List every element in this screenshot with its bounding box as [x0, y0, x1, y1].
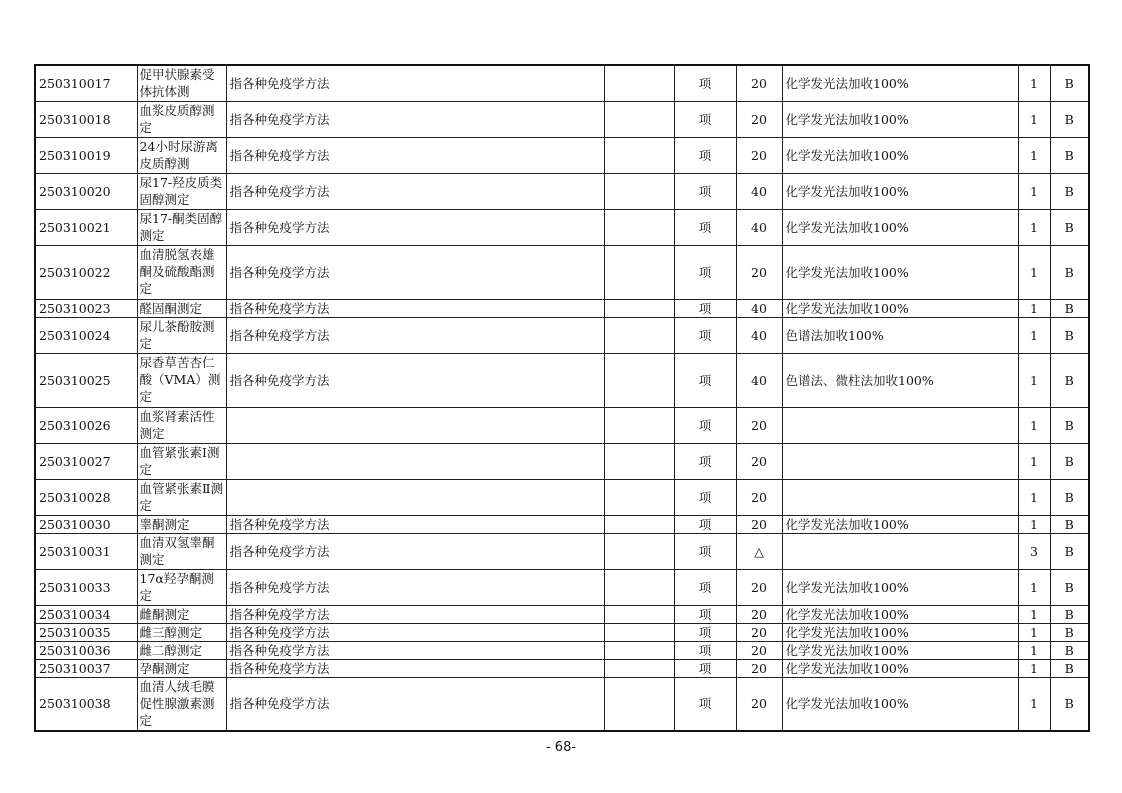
- item-unit: 项: [674, 605, 736, 623]
- item-unit: 项: [674, 623, 736, 641]
- item-class: B: [1050, 299, 1089, 317]
- item-note: 化学发光法加收100%: [782, 515, 1018, 533]
- item-code: 250310023: [35, 299, 137, 317]
- item-class: B: [1050, 623, 1089, 641]
- item-unit: 项: [674, 641, 736, 659]
- item-price: 20: [736, 443, 782, 479]
- item-unit: 项: [674, 101, 736, 137]
- item-price: 40: [736, 299, 782, 317]
- item-content: 指各种免疫学方法: [226, 245, 604, 299]
- item-unit: 项: [674, 659, 736, 677]
- item-name: 血管紧张素Ⅰ测定: [137, 443, 226, 479]
- item-unit: 项: [674, 209, 736, 245]
- item-class: B: [1050, 209, 1089, 245]
- item-note: 色谱法加收100%: [782, 317, 1018, 353]
- item-unit: 项: [674, 515, 736, 533]
- table-row: [35, 173, 1089, 209]
- item-code: 250310027: [35, 443, 137, 479]
- item-name: 血清脱氢表雄酮及硫酸酯测定: [137, 245, 226, 299]
- item-note: 化学发光法加收100%: [782, 605, 1018, 623]
- item-level: 1: [1018, 137, 1050, 173]
- item-level: 1: [1018, 407, 1050, 443]
- item-unit: 项: [674, 137, 736, 173]
- item-exclusions: [604, 137, 674, 173]
- item-content: [226, 479, 604, 515]
- item-exclusions: [604, 353, 674, 407]
- item-content: 指各种免疫学方法: [226, 515, 604, 533]
- item-code: 250310020: [35, 173, 137, 209]
- item-level: 1: [1018, 605, 1050, 623]
- table-row: [35, 677, 1089, 731]
- fee-table: [34, 64, 1090, 732]
- item-unit: 项: [674, 533, 736, 569]
- item-level: 1: [1018, 515, 1050, 533]
- item-name: 24小时尿游离皮质醇测: [137, 137, 226, 173]
- item-exclusions: [604, 605, 674, 623]
- item-level: 1: [1018, 659, 1050, 677]
- item-code: 250310018: [35, 101, 137, 137]
- table-row: [35, 137, 1089, 173]
- item-class: B: [1050, 245, 1089, 299]
- item-note: 化学发光法加收100%: [782, 299, 1018, 317]
- table-row: [35, 245, 1089, 299]
- item-level: 1: [1018, 353, 1050, 407]
- item-note: 化学发光法加收100%: [782, 659, 1018, 677]
- item-class: B: [1050, 641, 1089, 659]
- item-unit: 项: [674, 569, 736, 605]
- item-name: 尿香草苦杏仁酸（VMA）测定: [137, 353, 226, 407]
- item-exclusions: [604, 65, 674, 101]
- item-name: 孕酮测定: [137, 659, 226, 677]
- item-price: 20: [736, 407, 782, 443]
- item-price: 20: [736, 677, 782, 731]
- item-name: 血清人绒毛膜促性腺激素测定: [137, 677, 226, 731]
- item-exclusions: [604, 569, 674, 605]
- table-row: [35, 659, 1089, 677]
- item-unit: 项: [674, 173, 736, 209]
- item-class: B: [1050, 137, 1089, 173]
- item-level: 1: [1018, 443, 1050, 479]
- item-note: 化学发光法加收100%: [782, 101, 1018, 137]
- item-level: 1: [1018, 479, 1050, 515]
- item-content: 指各种免疫学方法: [226, 623, 604, 641]
- table-row: [35, 209, 1089, 245]
- item-note: 化学发光法加收100%: [782, 623, 1018, 641]
- item-content: 指各种免疫学方法: [226, 137, 604, 173]
- item-name: 醛固酮测定: [137, 299, 226, 317]
- item-note: [782, 479, 1018, 515]
- table-row: [35, 623, 1089, 641]
- item-price: 20: [736, 641, 782, 659]
- item-name: 雌酮测定: [137, 605, 226, 623]
- item-content: 指各种免疫学方法: [226, 569, 604, 605]
- item-note: [782, 533, 1018, 569]
- item-code: 250310022: [35, 245, 137, 299]
- table-row: [35, 641, 1089, 659]
- item-code: 250310035: [35, 623, 137, 641]
- item-level: 1: [1018, 173, 1050, 209]
- item-exclusions: [604, 623, 674, 641]
- item-level: 1: [1018, 317, 1050, 353]
- table-row: [35, 65, 1089, 101]
- item-content: [226, 407, 604, 443]
- item-class: B: [1050, 677, 1089, 731]
- item-note: [782, 443, 1018, 479]
- item-price: 40: [736, 317, 782, 353]
- item-code: 250310019: [35, 137, 137, 173]
- item-name: 尿儿茶酚胺测定: [137, 317, 226, 353]
- item-price: 20: [736, 65, 782, 101]
- item-code: 250310033: [35, 569, 137, 605]
- item-content: 指各种免疫学方法: [226, 353, 604, 407]
- item-code: 250310021: [35, 209, 137, 245]
- item-level: 3: [1018, 533, 1050, 569]
- item-price: △: [736, 533, 782, 569]
- item-exclusions: [604, 443, 674, 479]
- item-exclusions: [604, 515, 674, 533]
- item-content: 指各种免疫学方法: [226, 317, 604, 353]
- item-content: 指各种免疫学方法: [226, 173, 604, 209]
- item-level: 1: [1018, 101, 1050, 137]
- item-code: 250310036: [35, 641, 137, 659]
- item-note: 化学发光法加收100%: [782, 569, 1018, 605]
- item-exclusions: [604, 659, 674, 677]
- item-price: 40: [736, 353, 782, 407]
- item-unit: 项: [674, 245, 736, 299]
- item-price: 20: [736, 245, 782, 299]
- item-class: B: [1050, 479, 1089, 515]
- table-row: [35, 569, 1089, 605]
- table-row: [35, 605, 1089, 623]
- item-exclusions: [604, 641, 674, 659]
- item-level: 1: [1018, 641, 1050, 659]
- item-code: 250310026: [35, 407, 137, 443]
- table-row: [35, 479, 1089, 515]
- item-note: 化学发光法加收100%: [782, 245, 1018, 299]
- item-name: 促甲状腺素受体抗体测: [137, 65, 226, 101]
- item-name: 17α羟孕酮测定: [137, 569, 226, 605]
- item-class: B: [1050, 569, 1089, 605]
- item-class: B: [1050, 605, 1089, 623]
- item-content: 指各种免疫学方法: [226, 101, 604, 137]
- item-exclusions: [604, 101, 674, 137]
- item-exclusions: [604, 299, 674, 317]
- item-exclusions: [604, 209, 674, 245]
- item-class: B: [1050, 407, 1089, 443]
- item-exclusions: [604, 479, 674, 515]
- item-content: 指各种免疫学方法: [226, 533, 604, 569]
- item-name: 雌三醇测定: [137, 623, 226, 641]
- item-content: 指各种免疫学方法: [226, 209, 604, 245]
- item-name: 尿17-羟皮质类固醇测定: [137, 173, 226, 209]
- table-row: [35, 299, 1089, 317]
- item-exclusions: [604, 533, 674, 569]
- item-class: B: [1050, 65, 1089, 101]
- item-note: 化学发光法加收100%: [782, 641, 1018, 659]
- item-note: [782, 407, 1018, 443]
- table-row: [35, 515, 1089, 533]
- item-unit: 项: [674, 443, 736, 479]
- item-price: 20: [736, 137, 782, 173]
- item-code: 250310017: [35, 65, 137, 101]
- item-class: B: [1050, 317, 1089, 353]
- item-unit: 项: [674, 677, 736, 731]
- table-row: [35, 353, 1089, 407]
- item-content: 指各种免疫学方法: [226, 677, 604, 731]
- item-content: 指各种免疫学方法: [226, 605, 604, 623]
- item-price: 40: [736, 209, 782, 245]
- item-name: 血浆肾素活性测定: [137, 407, 226, 443]
- item-code: 250310024: [35, 317, 137, 353]
- item-note: 化学发光法加收100%: [782, 137, 1018, 173]
- table-row: [35, 317, 1089, 353]
- item-note: 化学发光法加收100%: [782, 173, 1018, 209]
- item-name: 血管紧张素Ⅱ测定: [137, 479, 226, 515]
- item-price: 20: [736, 659, 782, 677]
- item-class: B: [1050, 515, 1089, 533]
- item-name: 尿17-酮类固醇测定: [137, 209, 226, 245]
- item-code: 250310031: [35, 533, 137, 569]
- item-level: 1: [1018, 299, 1050, 317]
- item-class: B: [1050, 101, 1089, 137]
- item-content: 指各种免疫学方法: [226, 659, 604, 677]
- item-content: 指各种免疫学方法: [226, 641, 604, 659]
- item-name: 雌二醇测定: [137, 641, 226, 659]
- item-exclusions: [604, 173, 674, 209]
- item-unit: 项: [674, 65, 736, 101]
- table-row: [35, 533, 1089, 569]
- item-content: 指各种免疫学方法: [226, 65, 604, 101]
- item-code: 250310025: [35, 353, 137, 407]
- item-unit: 项: [674, 353, 736, 407]
- item-content: [226, 443, 604, 479]
- item-exclusions: [604, 677, 674, 731]
- item-exclusions: [604, 317, 674, 353]
- item-code: 250310034: [35, 605, 137, 623]
- item-note: 色谱法、微柱法加收100%: [782, 353, 1018, 407]
- item-note: 化学发光法加收100%: [782, 209, 1018, 245]
- item-level: 1: [1018, 569, 1050, 605]
- table-row: [35, 443, 1089, 479]
- item-code: 250310037: [35, 659, 137, 677]
- page-number: - 68-: [545, 740, 577, 755]
- item-note: 化学发光法加收100%: [782, 677, 1018, 731]
- item-price: 40: [736, 173, 782, 209]
- item-code: 250310038: [35, 677, 137, 731]
- item-price: 20: [736, 479, 782, 515]
- table-row: [35, 407, 1089, 443]
- item-level: 1: [1018, 209, 1050, 245]
- item-class: B: [1050, 353, 1089, 407]
- item-note: 化学发光法加收100%: [782, 65, 1018, 101]
- item-class: B: [1050, 173, 1089, 209]
- item-content: 指各种免疫学方法: [226, 299, 604, 317]
- item-level: 1: [1018, 677, 1050, 731]
- item-price: 20: [736, 605, 782, 623]
- item-price: 20: [736, 515, 782, 533]
- item-name: 睾酮测定: [137, 515, 226, 533]
- item-unit: 项: [674, 479, 736, 515]
- item-price: 20: [736, 569, 782, 605]
- item-exclusions: [604, 407, 674, 443]
- item-class: B: [1050, 443, 1089, 479]
- item-unit: 项: [674, 407, 736, 443]
- item-class: B: [1050, 659, 1089, 677]
- item-name: 血清双氢睾酮测定: [137, 533, 226, 569]
- item-unit: 项: [674, 299, 736, 317]
- item-code: 250310030: [35, 515, 137, 533]
- item-name: 血浆皮质醇测定: [137, 101, 226, 137]
- item-level: 1: [1018, 65, 1050, 101]
- table-row: [35, 101, 1089, 137]
- item-price: 20: [736, 623, 782, 641]
- item-level: 1: [1018, 245, 1050, 299]
- item-class: B: [1050, 533, 1089, 569]
- item-price: 20: [736, 101, 782, 137]
- item-code: 250310028: [35, 479, 137, 515]
- item-level: 1: [1018, 623, 1050, 641]
- item-exclusions: [604, 245, 674, 299]
- item-unit: 项: [674, 317, 736, 353]
